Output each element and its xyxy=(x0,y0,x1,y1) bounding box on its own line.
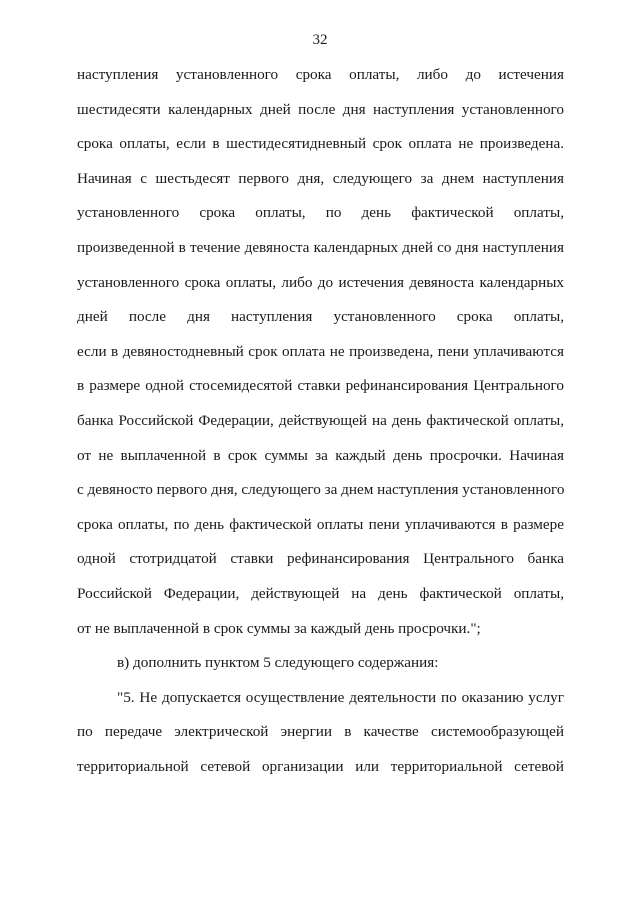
subitem-heading: в) дополнить пунктом 5 следующего содержания: xyxy=(117,654,439,672)
text-line: "5. Не допускается осуществление деятельности по оказанию услуг xyxy=(117,688,564,706)
text-line: банка Российской Федерации, действующей на день фактической оплаты, xyxy=(77,411,564,429)
text-line: установленного срока оплаты, либо до истечения девяноста календарных xyxy=(77,273,564,291)
text-line: если в девяностодневный срок оплата не произведена, пени уплачиваются xyxy=(77,342,564,360)
text-line: с девяносто первого дня, следующего за днем наступления установленного xyxy=(77,481,565,499)
text-line: наступления установленного срока оплаты, либо до истечения xyxy=(77,66,564,83)
text-line: одной стотридцатой ставки рефинансирования Центрального банка xyxy=(77,550,564,568)
text-line: территориальной сетевой организации или территориальной сетевой xyxy=(77,757,564,775)
text-line: в размере одной стосемидесятой ставки рефинансирования Центрального xyxy=(77,377,564,395)
text-line: шестидесяти календарных дней после дня наступления установленного xyxy=(77,100,564,118)
text-line: Российской Федерации, действующей на день фактической оплаты, xyxy=(77,584,564,602)
page-number: 32 xyxy=(312,32,328,48)
text-line: от не выплаченной в срок суммы за каждый день просрочки. Начиная xyxy=(77,446,564,464)
text-line: Начиная с шестьдесят первого дня, следующего за днем наступления xyxy=(77,169,564,187)
text-line: произведенной в течение девяноста календарных дней со дня наступления xyxy=(77,238,564,256)
text-line: срока оплаты, по день фактической оплаты пени уплачиваются в размере xyxy=(77,515,564,533)
text-line: срока оплаты, если в шестидесятидневный срок оплата не произведена. xyxy=(77,135,564,153)
document-body xyxy=(77,64,564,790)
text-line: установленного срока оплаты, по день фактической оплаты, xyxy=(77,204,564,222)
text-line: от не выплаченной в срок суммы за каждый день просрочки."; xyxy=(77,619,481,637)
text-line: дней после дня наступления установленного срока оплаты, xyxy=(77,308,564,326)
text-line: по передаче электрической энергии в качестве системообразующей xyxy=(77,723,564,741)
